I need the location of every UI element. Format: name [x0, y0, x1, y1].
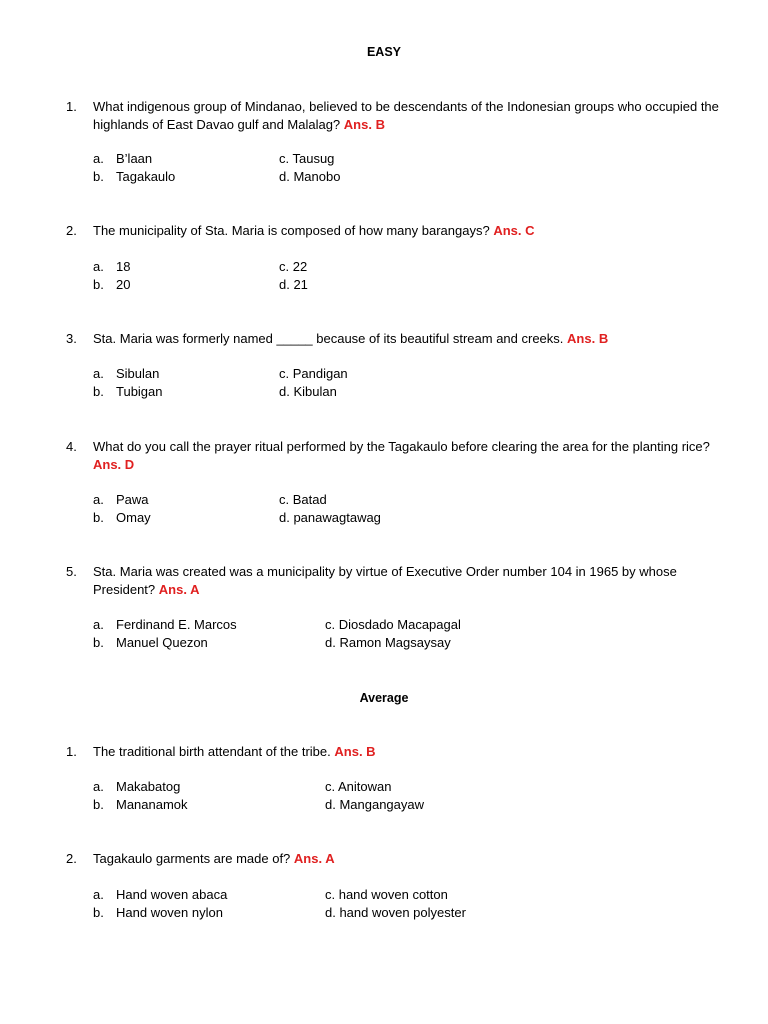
question-number: 1.	[66, 99, 77, 114]
option-c: c. Tausug	[279, 151, 335, 166]
question-number: 2.	[66, 851, 77, 866]
option-c: c. Diosdado Macapagal	[325, 617, 461, 632]
answer-key: Ans. B	[334, 744, 376, 759]
question-text: Tagakaulo garments are made of?	[93, 851, 291, 866]
option-c: c. Anitowan	[325, 779, 392, 794]
answer-key: Ans. B	[343, 117, 385, 132]
option-letter: b.	[93, 797, 104, 812]
option-d: d. Kibulan	[279, 384, 337, 399]
option-a: Hand woven abaca	[116, 887, 228, 902]
question-2	[66, 222, 736, 240]
answer-key: Ans. B	[567, 331, 609, 346]
option-b: Tagakaulo	[116, 169, 176, 184]
option-c: c. hand woven cotton	[325, 887, 448, 902]
options-q5	[93, 616, 713, 652]
option-a: Sibulan	[116, 366, 160, 381]
option-letter: a.	[93, 259, 104, 274]
option-b: Mananamok	[116, 797, 188, 812]
option-d: d. Manobo	[279, 169, 341, 184]
option-d: d. Ramon Magsaysay	[325, 635, 451, 650]
options-q2	[93, 258, 713, 294]
answer-key: Ans. A	[158, 582, 200, 597]
options-average-q2	[93, 886, 713, 922]
question-number: 3.	[66, 331, 77, 346]
options-average-q1	[93, 778, 713, 814]
option-letter: a.	[93, 887, 104, 902]
option-c: c. Pandigan	[279, 366, 348, 381]
question-number: 1.	[66, 744, 77, 759]
answer-key: Ans. D	[93, 457, 135, 472]
option-a: Ferdinand E. Marcos	[116, 617, 237, 632]
option-a: Pawa	[116, 492, 149, 507]
section-title-average: Average	[359, 691, 409, 705]
option-letter: b.	[93, 384, 104, 399]
option-letter: a.	[93, 492, 104, 507]
option-b: Omay	[116, 510, 151, 525]
option-c: c. 22	[279, 259, 308, 274]
options-q3	[93, 365, 713, 401]
option-d: d. panawagtawag	[279, 510, 381, 525]
option-c: c. Batad	[279, 492, 327, 507]
option-letter: b.	[93, 905, 104, 920]
question-5	[66, 563, 736, 599]
question-text: The traditional birth attendant of the tribe.	[93, 744, 331, 759]
question-text: The municipality of Sta. Maria is composed of how many barangays?	[93, 223, 490, 238]
question-number: 2.	[66, 223, 77, 238]
option-letter: a.	[93, 617, 104, 632]
options-q4	[93, 491, 713, 527]
option-letter: b.	[93, 169, 104, 184]
option-d: d. hand woven polyester	[325, 905, 466, 920]
question-number: 5.	[66, 564, 77, 579]
option-a: 18	[116, 259, 131, 274]
question-text: Sta. Maria was created was a municipality by virtue of Executive Order number 104 in 1965 by whose President?	[93, 564, 677, 597]
option-b: Hand woven nylon	[116, 905, 223, 920]
question-4	[66, 438, 736, 474]
option-letter: b.	[93, 277, 104, 292]
average-question-2	[66, 850, 736, 868]
option-letter: a.	[93, 779, 104, 794]
question-3	[66, 330, 736, 348]
option-b: Tubigan	[116, 384, 163, 399]
option-b: 20	[116, 277, 131, 292]
option-letter: a.	[93, 366, 104, 381]
option-d: d. 21	[279, 277, 308, 292]
option-letter: b.	[93, 635, 104, 650]
option-letter: a.	[93, 151, 104, 166]
option-a: Makabatog	[116, 779, 181, 794]
option-a: B’laan	[116, 151, 153, 166]
question-text: What indigenous group of Mindanao, believed to be descendants of the Indonesian groups who occupied the highlands of East Davao gulf and Malalag?	[93, 99, 719, 132]
option-d: d. Mangangayaw	[325, 797, 425, 812]
option-letter: b.	[93, 510, 104, 525]
section-title-easy: EASY	[366, 45, 402, 59]
question-text: What do you call the prayer ritual performed by the Tagakaulo before clearing the area for the planting rice?	[93, 439, 710, 454]
answer-key: Ans. A	[293, 851, 335, 866]
answer-key: Ans. C	[493, 223, 535, 238]
options-q1	[93, 150, 713, 186]
question-1	[66, 98, 736, 134]
question-text: Sta. Maria was formerly named _____ because of its beautiful stream and creeks.	[93, 331, 564, 346]
option-b: Manuel Quezon	[116, 635, 208, 650]
question-number: 4.	[66, 439, 77, 454]
average-question-1	[66, 743, 736, 761]
